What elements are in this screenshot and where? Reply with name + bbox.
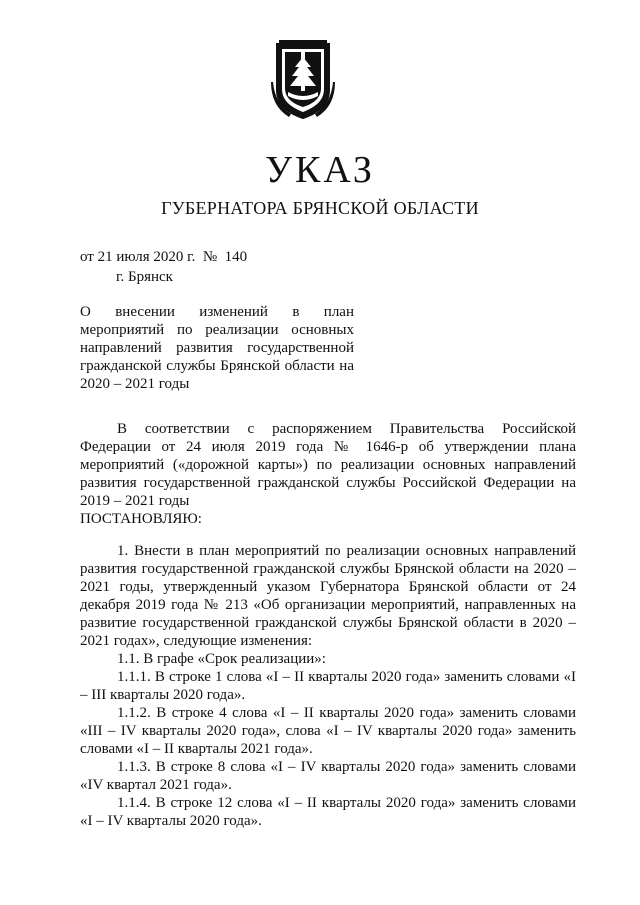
item-1-1-4-paragraph: 1.1.4. В строке 12 слова «I – II кварталы 2020 года» заменить словами «I – IV кварталы 2020 года».	[80, 795, 576, 829]
document-body	[80, 420, 576, 830]
item-1-paragraph: 1. Внести в план мероприятий по реализации основных направлений развития государственной гражданской службы Брянской области на 2020 – 2021 годы, утвержденный указом Губернатора Брянской области от 24 декабря 2019 года № 213 «Об организации мероприятий, направленных на развитие государственной гражданской службы Брянской области в 2020 – 2021 годах», следующие изменения:	[80, 543, 576, 649]
document-title: УКАЗ	[265, 149, 375, 191]
document-city: г. Брянск	[116, 269, 173, 285]
document-subtitle: ГУБЕРНАТОРА БРЯНСКОЙ ОБЛАСТИ	[161, 198, 479, 218]
item-1-1-3-paragraph: 1.1.3. В строке 8 слова «I – IV кварталы 2020 года» заменить словами «IV квартал 2021 года».	[80, 759, 576, 793]
preamble-paragraph: В соответствии с распоряжением Правительства Российской Федерации от 24 июля 2019 года № 1646-р об утверждении плана мероприятий («дорожной карты») по реализации основных направлений развития государственной гражданской службы Российской Федерации на 2019 – 2021 годы	[80, 421, 576, 509]
bryansk-coat-of-arms-icon	[271, 40, 335, 122]
decree-word: ПОСТАНОВЛЯЮ:	[80, 511, 202, 527]
item-1-1-1-paragraph: 1.1.1. В строке 1 слова «I – II кварталы 2020 года» заменить словами «I – III кварталы 2020 года».	[80, 669, 576, 703]
document-date-number: от 21 июля 2020 г. № 140	[80, 249, 248, 265]
item-1-1-2-paragraph: 1.1.2. В строке 4 слова «I – II кварталы 2020 года» заменить словами «III – IV кварталы 2020 года», слова «I – IV кварталы 2020 года» заменить словами «I – II кварталы 2021 года».	[80, 705, 576, 757]
item-1-1-paragraph: 1.1. В графе «Срок реализации»:	[117, 651, 326, 667]
document-subject: О внесении изменений в план мероприятий по реализации основных направлений развития государственной гражданской службы Брянской области на 2020 – 2021 годы	[80, 304, 354, 392]
